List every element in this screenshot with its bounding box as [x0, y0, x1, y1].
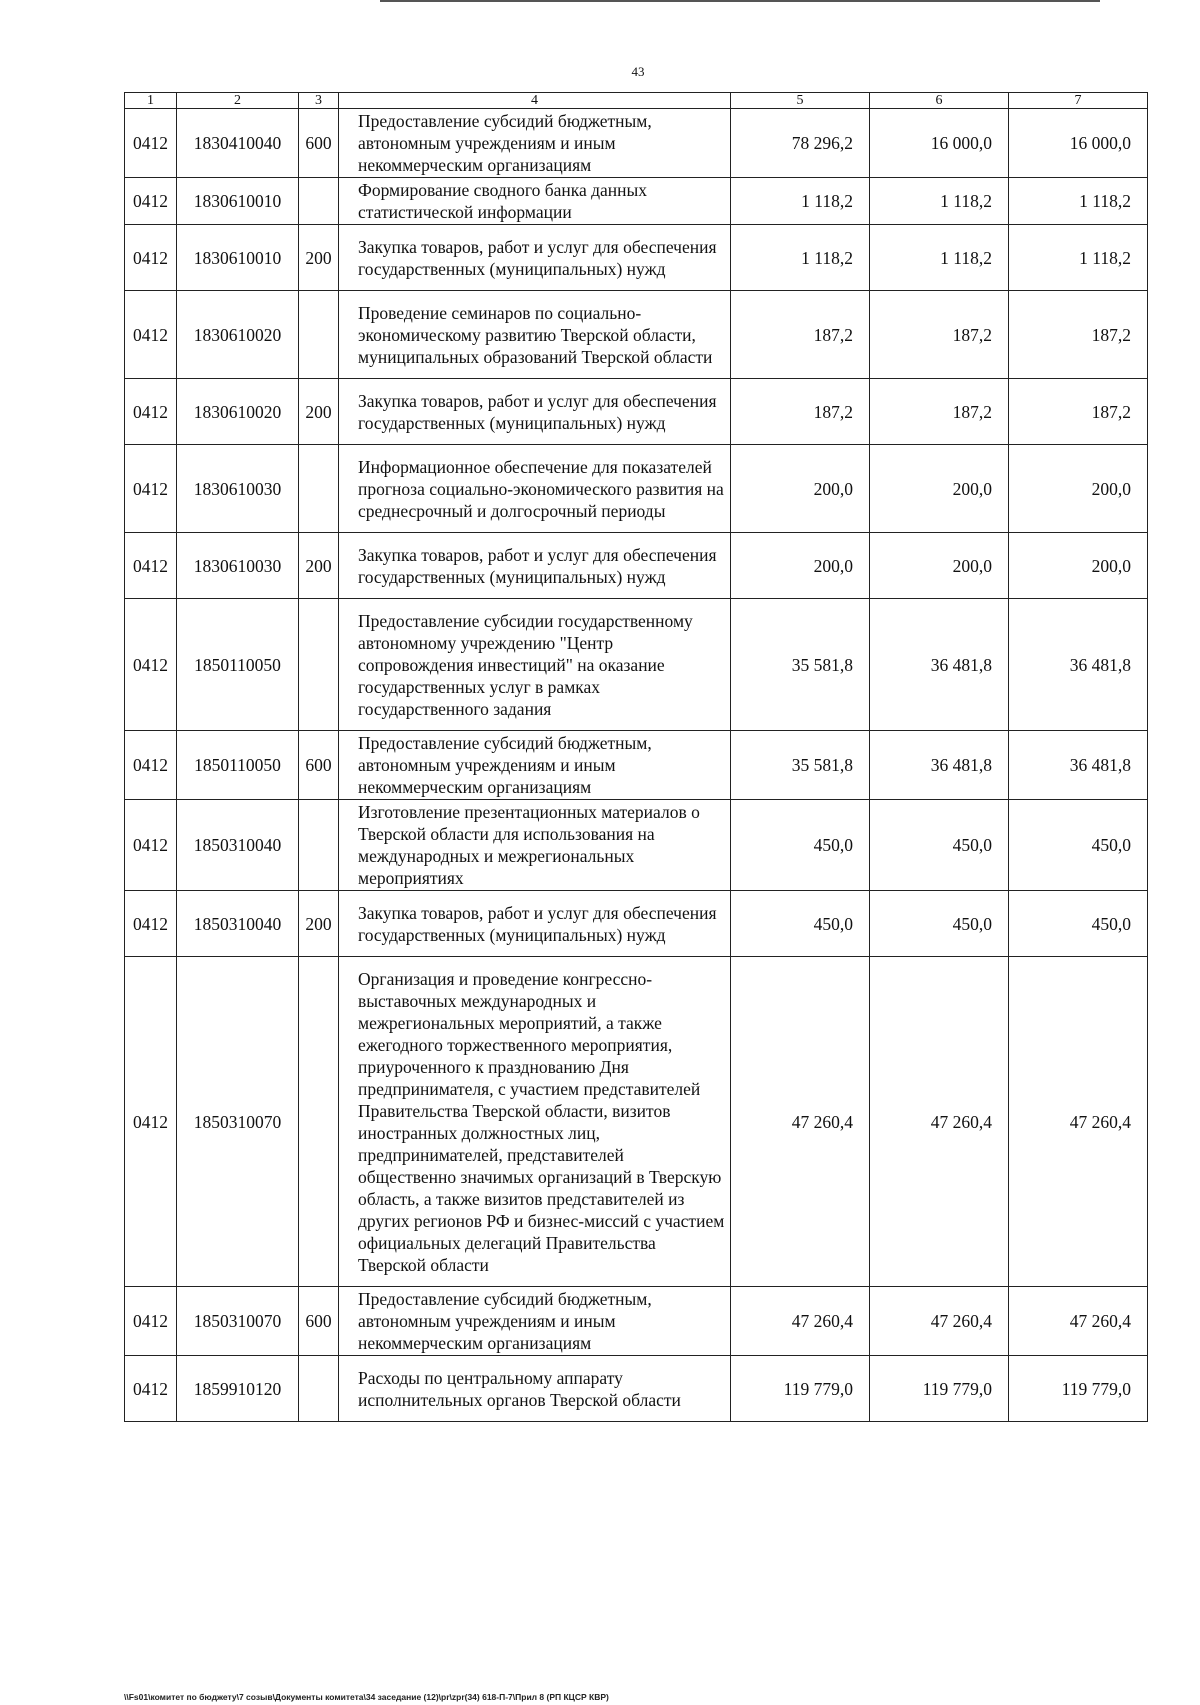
- section-code: 0412: [125, 225, 177, 291]
- expense-name: Формирование сводного банка данных статистической информации: [339, 178, 731, 225]
- target-article-code: 1859910120: [177, 1356, 299, 1422]
- amount-col-5: 35 581,8: [731, 731, 870, 800]
- footer-file-path: \\Fs01\комитет по бюджету\7 созыв\Документы комитета\34 заседание (12)\pr\zpr(34) 618-П-7\Прил 8 (РП КЦСР КВР): [124, 1692, 609, 1702]
- expense-name: Информационное обеспечение для показателей прогноза социально-экономического развития на среднесрочный и долгосрочный периоды: [339, 445, 731, 533]
- expense-type-code: [299, 291, 339, 379]
- amount-col-5: 47 260,4: [731, 1287, 870, 1356]
- target-article-code: 1830610030: [177, 445, 299, 533]
- table-row: [125, 599, 1148, 731]
- target-article-code: 1830410040: [177, 109, 299, 178]
- amount-col-6: 47 260,4: [870, 957, 1009, 1287]
- amount-col-5: 187,2: [731, 291, 870, 379]
- amount-col-5: 1 118,2: [731, 178, 870, 225]
- expense-name: Предоставление субсидий бюджетным, автономным учреждениям и иным некоммерческим организациям: [339, 731, 731, 800]
- amount-col-5: 450,0: [731, 891, 870, 957]
- target-article-code: 1830610010: [177, 225, 299, 291]
- amount-col-7: 450,0: [1009, 800, 1148, 891]
- column-header-2: 2: [177, 93, 299, 109]
- table-row: [125, 891, 1148, 957]
- header-row: [125, 93, 1148, 109]
- amount-col-7: 200,0: [1009, 445, 1148, 533]
- expense-type-code: 200: [299, 533, 339, 599]
- amount-col-7: 1 118,2: [1009, 178, 1148, 225]
- target-article-code: 1830610020: [177, 291, 299, 379]
- expense-name: Проведение семинаров по социально-экономическому развитию Тверской области, муниципальных образований Тверской области: [339, 291, 731, 379]
- column-header-1: 1: [125, 93, 177, 109]
- target-article-code: 1850310040: [177, 891, 299, 957]
- expense-name: Расходы по центральному аппарату исполнительных органов Тверской области: [339, 1356, 731, 1422]
- table-header: [125, 93, 1148, 109]
- expense-type-code: 600: [299, 1287, 339, 1356]
- expense-name: Закупка товаров, работ и услуг для обеспечения государственных (муниципальных) нужд: [339, 533, 731, 599]
- column-header-5: 5: [731, 93, 870, 109]
- section-code: 0412: [125, 957, 177, 1287]
- amount-col-6: 1 118,2: [870, 178, 1009, 225]
- table-row: [125, 225, 1148, 291]
- expense-name: Закупка товаров, работ и услуг для обеспечения государственных (муниципальных) нужд: [339, 891, 731, 957]
- target-article-code: 1850310040: [177, 800, 299, 891]
- expense-name: Закупка товаров, работ и услуг для обеспечения государственных (муниципальных) нужд: [339, 379, 731, 445]
- amount-col-7: 187,2: [1009, 291, 1148, 379]
- amount-col-7: 200,0: [1009, 533, 1148, 599]
- amount-col-6: 200,0: [870, 533, 1009, 599]
- section-code: 0412: [125, 109, 177, 178]
- target-article-code: 1850310070: [177, 957, 299, 1287]
- amount-col-5: 47 260,4: [731, 957, 870, 1287]
- table-row: [125, 178, 1148, 225]
- section-code: 0412: [125, 1356, 177, 1422]
- amount-col-6: 1 118,2: [870, 225, 1009, 291]
- amount-col-5: 200,0: [731, 533, 870, 599]
- expense-type-code: [299, 445, 339, 533]
- table-row: [125, 291, 1148, 379]
- expense-type-code: 200: [299, 891, 339, 957]
- amount-col-5: 119 779,0: [731, 1356, 870, 1422]
- expense-name: Изготовление презентационных материалов о Тверской области для использования на международных и межрегиональных мероприятиях: [339, 800, 731, 891]
- section-code: 0412: [125, 731, 177, 800]
- expense-type-code: [299, 800, 339, 891]
- target-article-code: 1830610020: [177, 379, 299, 445]
- section-code: 0412: [125, 178, 177, 225]
- amount-col-6: 200,0: [870, 445, 1009, 533]
- amount-col-5: 35 581,8: [731, 599, 870, 731]
- amount-col-5: 78 296,2: [731, 109, 870, 178]
- amount-col-7: 47 260,4: [1009, 957, 1148, 1287]
- expense-name: Организация и проведение конгрессно-выставочных международных и межрегиональных мероприятий, а также ежегодного торжественного мероприятия, приуроченного к празднованию Дня предпринимателя, с участием представителей Правительства Тверской области, визитов иностранных должностных лиц, предпринимателей, представителей общественно значимых организаций в Тверскую область, а также визитов представителей из других регионов РФ и бизнес-миссий с участием официальных делегаций Правительства Тверской области: [339, 957, 731, 1287]
- expense-name: Предоставление субсидий бюджетным, автономным учреждениям и иным некоммерческим организациям: [339, 1287, 731, 1356]
- expense-type-code: 200: [299, 225, 339, 291]
- expense-type-code: [299, 599, 339, 731]
- table-row: [125, 379, 1148, 445]
- page-number: 43: [631, 64, 645, 79]
- amount-col-7: 1 118,2: [1009, 225, 1148, 291]
- amount-col-5: 450,0: [731, 800, 870, 891]
- expense-type-code: 600: [299, 731, 339, 800]
- table-body: [125, 109, 1148, 1422]
- expense-type-code: [299, 1356, 339, 1422]
- column-header-6: 6: [870, 93, 1009, 109]
- column-header-4: 4: [339, 93, 731, 109]
- table-row: [125, 1287, 1148, 1356]
- amount-col-7: 187,2: [1009, 379, 1148, 445]
- budget-table: [124, 92, 1148, 1422]
- amount-col-6: 16 000,0: [870, 109, 1009, 178]
- target-article-code: 1830610010: [177, 178, 299, 225]
- column-header-3: 3: [299, 93, 339, 109]
- table-row: [125, 957, 1148, 1287]
- section-code: 0412: [125, 599, 177, 731]
- amount-col-6: 119 779,0: [870, 1356, 1009, 1422]
- top-rule: [380, 0, 1100, 2]
- table-row: [125, 109, 1148, 178]
- section-code: 0412: [125, 800, 177, 891]
- table-row: [125, 1356, 1148, 1422]
- amount-col-7: 47 260,4: [1009, 1287, 1148, 1356]
- column-header-7: 7: [1009, 93, 1148, 109]
- amount-col-6: 36 481,8: [870, 731, 1009, 800]
- amount-col-6: 187,2: [870, 291, 1009, 379]
- table-row: [125, 533, 1148, 599]
- expense-name: Предоставление субсидии государственному автономному учреждению "Центр сопровождения инвестиций" на оказание государственных услуг в рамках государственного задания: [339, 599, 731, 731]
- amount-col-7: 36 481,8: [1009, 599, 1148, 731]
- amount-col-5: 200,0: [731, 445, 870, 533]
- amount-col-6: 450,0: [870, 891, 1009, 957]
- expense-name: Предоставление субсидий бюджетным, автономным учреждениям и иным некоммерческим организациям: [339, 109, 731, 178]
- table-row: [125, 731, 1148, 800]
- amount-col-7: 16 000,0: [1009, 109, 1148, 178]
- section-code: 0412: [125, 379, 177, 445]
- section-code: 0412: [125, 891, 177, 957]
- expense-type-code: 200: [299, 379, 339, 445]
- section-code: 0412: [125, 291, 177, 379]
- table-row: [125, 445, 1148, 533]
- table-row: [125, 800, 1148, 891]
- amount-col-5: 187,2: [731, 379, 870, 445]
- amount-col-7: 119 779,0: [1009, 1356, 1148, 1422]
- amount-col-5: 1 118,2: [731, 225, 870, 291]
- expense-name: Закупка товаров, работ и услуг для обеспечения государственных (муниципальных) нужд: [339, 225, 731, 291]
- amount-col-7: 450,0: [1009, 891, 1148, 957]
- amount-col-6: 450,0: [870, 800, 1009, 891]
- section-code: 0412: [125, 533, 177, 599]
- amount-col-7: 36 481,8: [1009, 731, 1148, 800]
- target-article-code: 1830610030: [177, 533, 299, 599]
- amount-col-6: 47 260,4: [870, 1287, 1009, 1356]
- expense-type-code: [299, 957, 339, 1287]
- amount-col-6: 187,2: [870, 379, 1009, 445]
- target-article-code: 1850310070: [177, 1287, 299, 1356]
- expense-type-code: [299, 178, 339, 225]
- target-article-code: 1850110050: [177, 599, 299, 731]
- expense-type-code: 600: [299, 109, 339, 178]
- target-article-code: 1850110050: [177, 731, 299, 800]
- section-code: 0412: [125, 445, 177, 533]
- amount-col-6: 36 481,8: [870, 599, 1009, 731]
- section-code: 0412: [125, 1287, 177, 1356]
